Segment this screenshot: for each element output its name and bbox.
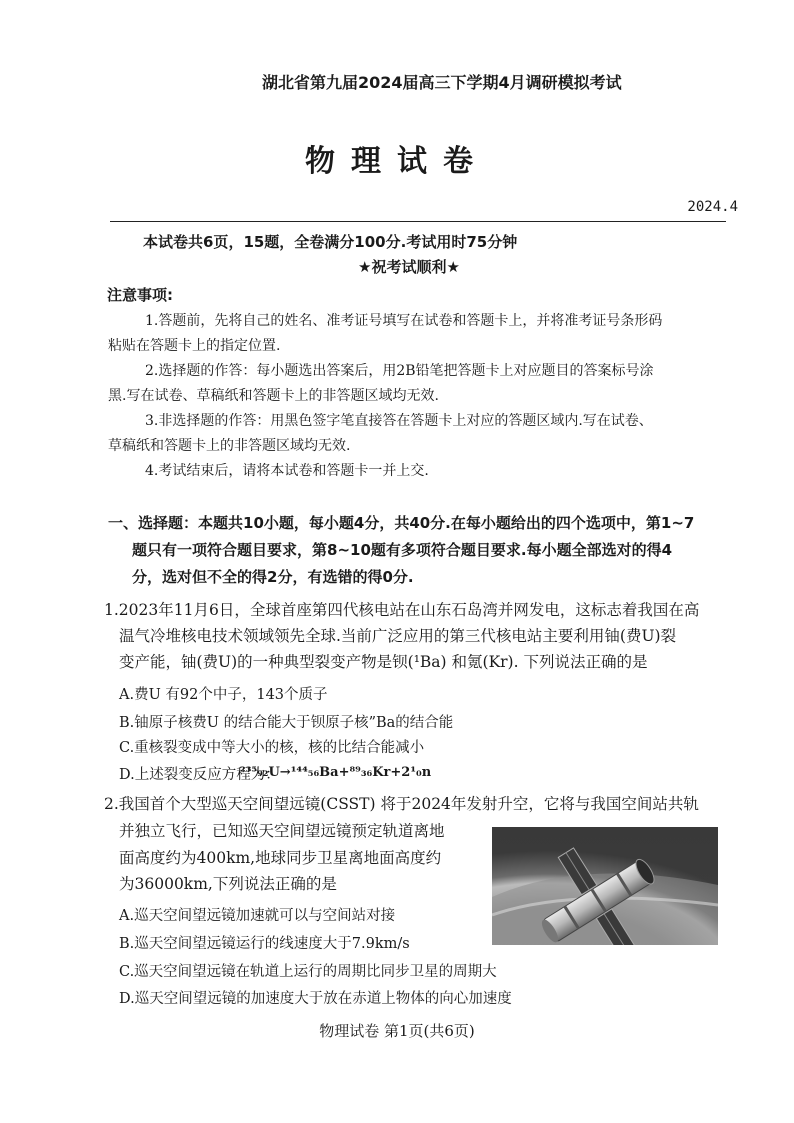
notice-line: 草稿纸和答题卡上的非答题区域均无效.: [108, 438, 351, 454]
question-2-stem: 2.我国首个大型巡天空间望远镜(CSST) 将于2024年发射升空，它将与我国空间站共轨: [104, 795, 699, 813]
notice-heading: 注意事项:: [107, 286, 173, 304]
exam-subtitle: 湖北省第九届2024届高三下学期4月调研模拟考试: [262, 73, 622, 92]
space-telescope-image: [492, 827, 718, 945]
header-rule: [110, 221, 726, 222]
notice-line: 3.非选择题的作答：用黑色签字笔直接答在答题卡上对应的答题区域内.写在试卷、: [145, 413, 653, 429]
space-telescope-photo: [492, 827, 718, 945]
question-1-option-d: D.上述裂变反应方程为：: [119, 767, 280, 783]
question-1-stem: 温气冷堆核电技术领域领先全球.当前广泛应用的第三代核电站主要利用铀(费U)裂: [119, 627, 677, 645]
section-heading: 一、选择题：本题共10小题，每小题4分，共40分.在每小题给出的四个选项中，第1~7: [108, 514, 695, 532]
exam-info: 本试卷共6页，15题，全卷满分100分.考试用时75分钟: [143, 233, 518, 251]
question-2-option-d: D.巡天空间望远镜的加速度大于放在赤道上物体的向心加速度: [119, 991, 512, 1007]
question-1-option-a: A.费U 有92个中子，143个质子: [119, 687, 328, 703]
question-1-stem: 变产能，铀(费U)的一种典型裂变产物是钡(¹Ba) 和氪(Kr). 下列说法正确的是: [119, 653, 648, 671]
notice-line: 2.选择题的作答：每小题选出答案后，用2B铅笔把答题卡上对应题目的答案标号涂: [145, 363, 654, 379]
notice-line: 1.答题前，先将自己的姓名、准考证号填写在试卷和答题卡上，并将准考证号条形码: [145, 313, 663, 329]
good-luck-text: ★祝考试顺利★: [358, 258, 460, 276]
question-2-option-b: B.巡天空间望远镜运行的线速度大于7.9km/s: [119, 936, 410, 952]
fission-equation: ²³⁵₉₂U→¹⁴⁴₅₆Ba+⁸⁹₃₆Kr+2¹₀n: [240, 765, 432, 780]
question-2-option-c: C.巡天空间望远镜在轨道上运行的周期比同步卫星的周期大: [119, 964, 497, 980]
page-footer: 物理试卷 第1页(共6页): [319, 1022, 475, 1040]
page-title: 物理试卷: [305, 144, 489, 179]
question-2-stem: 为36000km,下列说法正确的是: [119, 875, 337, 893]
question-1-option-c: C.重核裂变成中等大小的核，核的比结合能减小: [119, 740, 425, 756]
section-heading: 题只有一项符合题目要求，第8~10题有多项符合题目要求.每小题全部选对的得4: [132, 541, 673, 559]
question-2-option-a: A.巡天空间望远镜加速就可以与空间站对接: [119, 908, 396, 924]
section-heading: 分，选对但不全的得2分，有选错的得0分.: [132, 568, 414, 586]
question-2-stem: 面高度约为400km,地球同步卫星离地面高度约: [119, 849, 442, 867]
question-2-stem: 并独立飞行，已知巡天空间望远镜预定轨道离地: [119, 822, 445, 840]
notice-line: 黑.写在试卷、草稿纸和答题卡上的非答题区域均无效.: [108, 388, 439, 404]
question-1-stem: 1.2023年11月6日，全球首座第四代核电站在山东石岛湾并网发电，这标志着我国在高: [104, 601, 700, 619]
notice-line: 粘贴在答题卡上的指定位置.: [108, 338, 281, 354]
question-1-option-b: B.铀原子核费U 的结合能大于钡原子核”Ba的结合能: [119, 715, 454, 731]
exam-date: 2024.4: [687, 199, 738, 215]
notice-line: 4.考试结束后，请将本试卷和答题卡一并上交.: [145, 463, 429, 479]
